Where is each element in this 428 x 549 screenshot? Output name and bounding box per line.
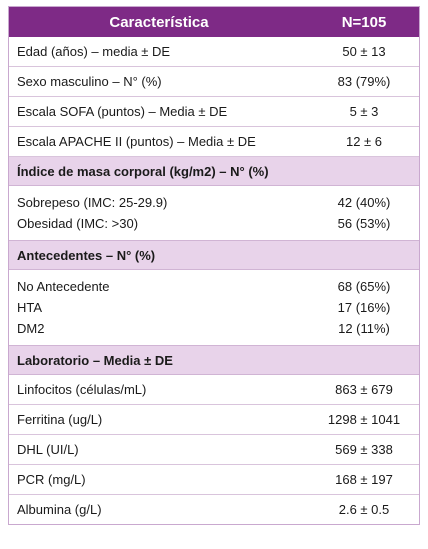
table-row	[9, 97, 419, 127]
row-label: Sobrepeso (IMC: 25-29.9)	[17, 195, 168, 210]
row-label: Escala SOFA (puntos) – Media ± DE	[17, 104, 228, 119]
general-section	[9, 37, 419, 157]
row-value: 5 ± 3	[349, 104, 379, 119]
row-value: 863 ± 679	[335, 382, 393, 397]
row-label: Escala APACHE II (puntos) – Media ± DE	[17, 134, 256, 149]
table-row	[9, 375, 419, 405]
row-value: 50 ± 13	[342, 44, 386, 59]
laboratorio-section	[9, 375, 419, 524]
antecedentes-group	[9, 270, 419, 346]
table-row	[9, 67, 419, 97]
table-header	[9, 7, 419, 37]
table-row	[9, 465, 419, 495]
row-label: DHL (UI/L)	[17, 442, 79, 457]
table-row	[9, 192, 419, 213]
row-value: 68 (65%)	[337, 279, 391, 294]
row-label: Sexo masculino – N° (%)	[17, 74, 162, 89]
row-value: 42 (40%)	[337, 195, 391, 210]
row-value: 56 (53%)	[337, 216, 391, 231]
section-title-laboratorio: Laboratorio – Media ± DE	[9, 346, 419, 375]
row-label: PCR (mg/L)	[17, 472, 86, 487]
table-row	[9, 435, 419, 465]
section-title-imc: Índice de masa corporal (kg/m2) – N° (%)	[9, 157, 419, 186]
row-label: Albumina (g/L)	[17, 502, 102, 517]
row-value: 569 ± 338	[335, 442, 393, 457]
row-label: No Antecedente	[17, 279, 110, 294]
row-value: 2.6 ± 0.5	[338, 502, 390, 517]
row-label: Edad (años) – media ± DE	[17, 44, 171, 59]
row-label: Linfocitos (células/mL)	[17, 382, 147, 397]
row-label: Obesidad (IMC: >30)	[17, 216, 139, 231]
table-row	[9, 276, 419, 297]
row-value: 83 (79%)	[337, 74, 391, 89]
row-value: 12 ± 6	[345, 134, 383, 149]
table-row	[9, 37, 419, 67]
header-characteristic: Característica	[109, 13, 209, 31]
characteristics-table	[8, 6, 420, 525]
row-value: 1298 ± 1041	[327, 412, 401, 427]
imc-group	[9, 186, 419, 241]
row-label: DM2	[17, 321, 45, 336]
table-row	[9, 213, 419, 234]
table-row	[9, 127, 419, 157]
section-title-antecedentes: Antecedentes – N° (%)	[9, 241, 419, 270]
table-row	[9, 318, 419, 339]
row-label: Ferritina (ug/L)	[17, 412, 103, 427]
row-value: 17 (16%)	[337, 300, 391, 315]
row-value: 12 (11%)	[338, 321, 390, 336]
table-row	[9, 405, 419, 435]
table-row	[9, 297, 419, 318]
table-row	[9, 495, 419, 524]
header-n: N=105	[341, 13, 387, 31]
row-value: 168 ± 197	[335, 472, 393, 487]
row-label: HTA	[17, 300, 43, 315]
